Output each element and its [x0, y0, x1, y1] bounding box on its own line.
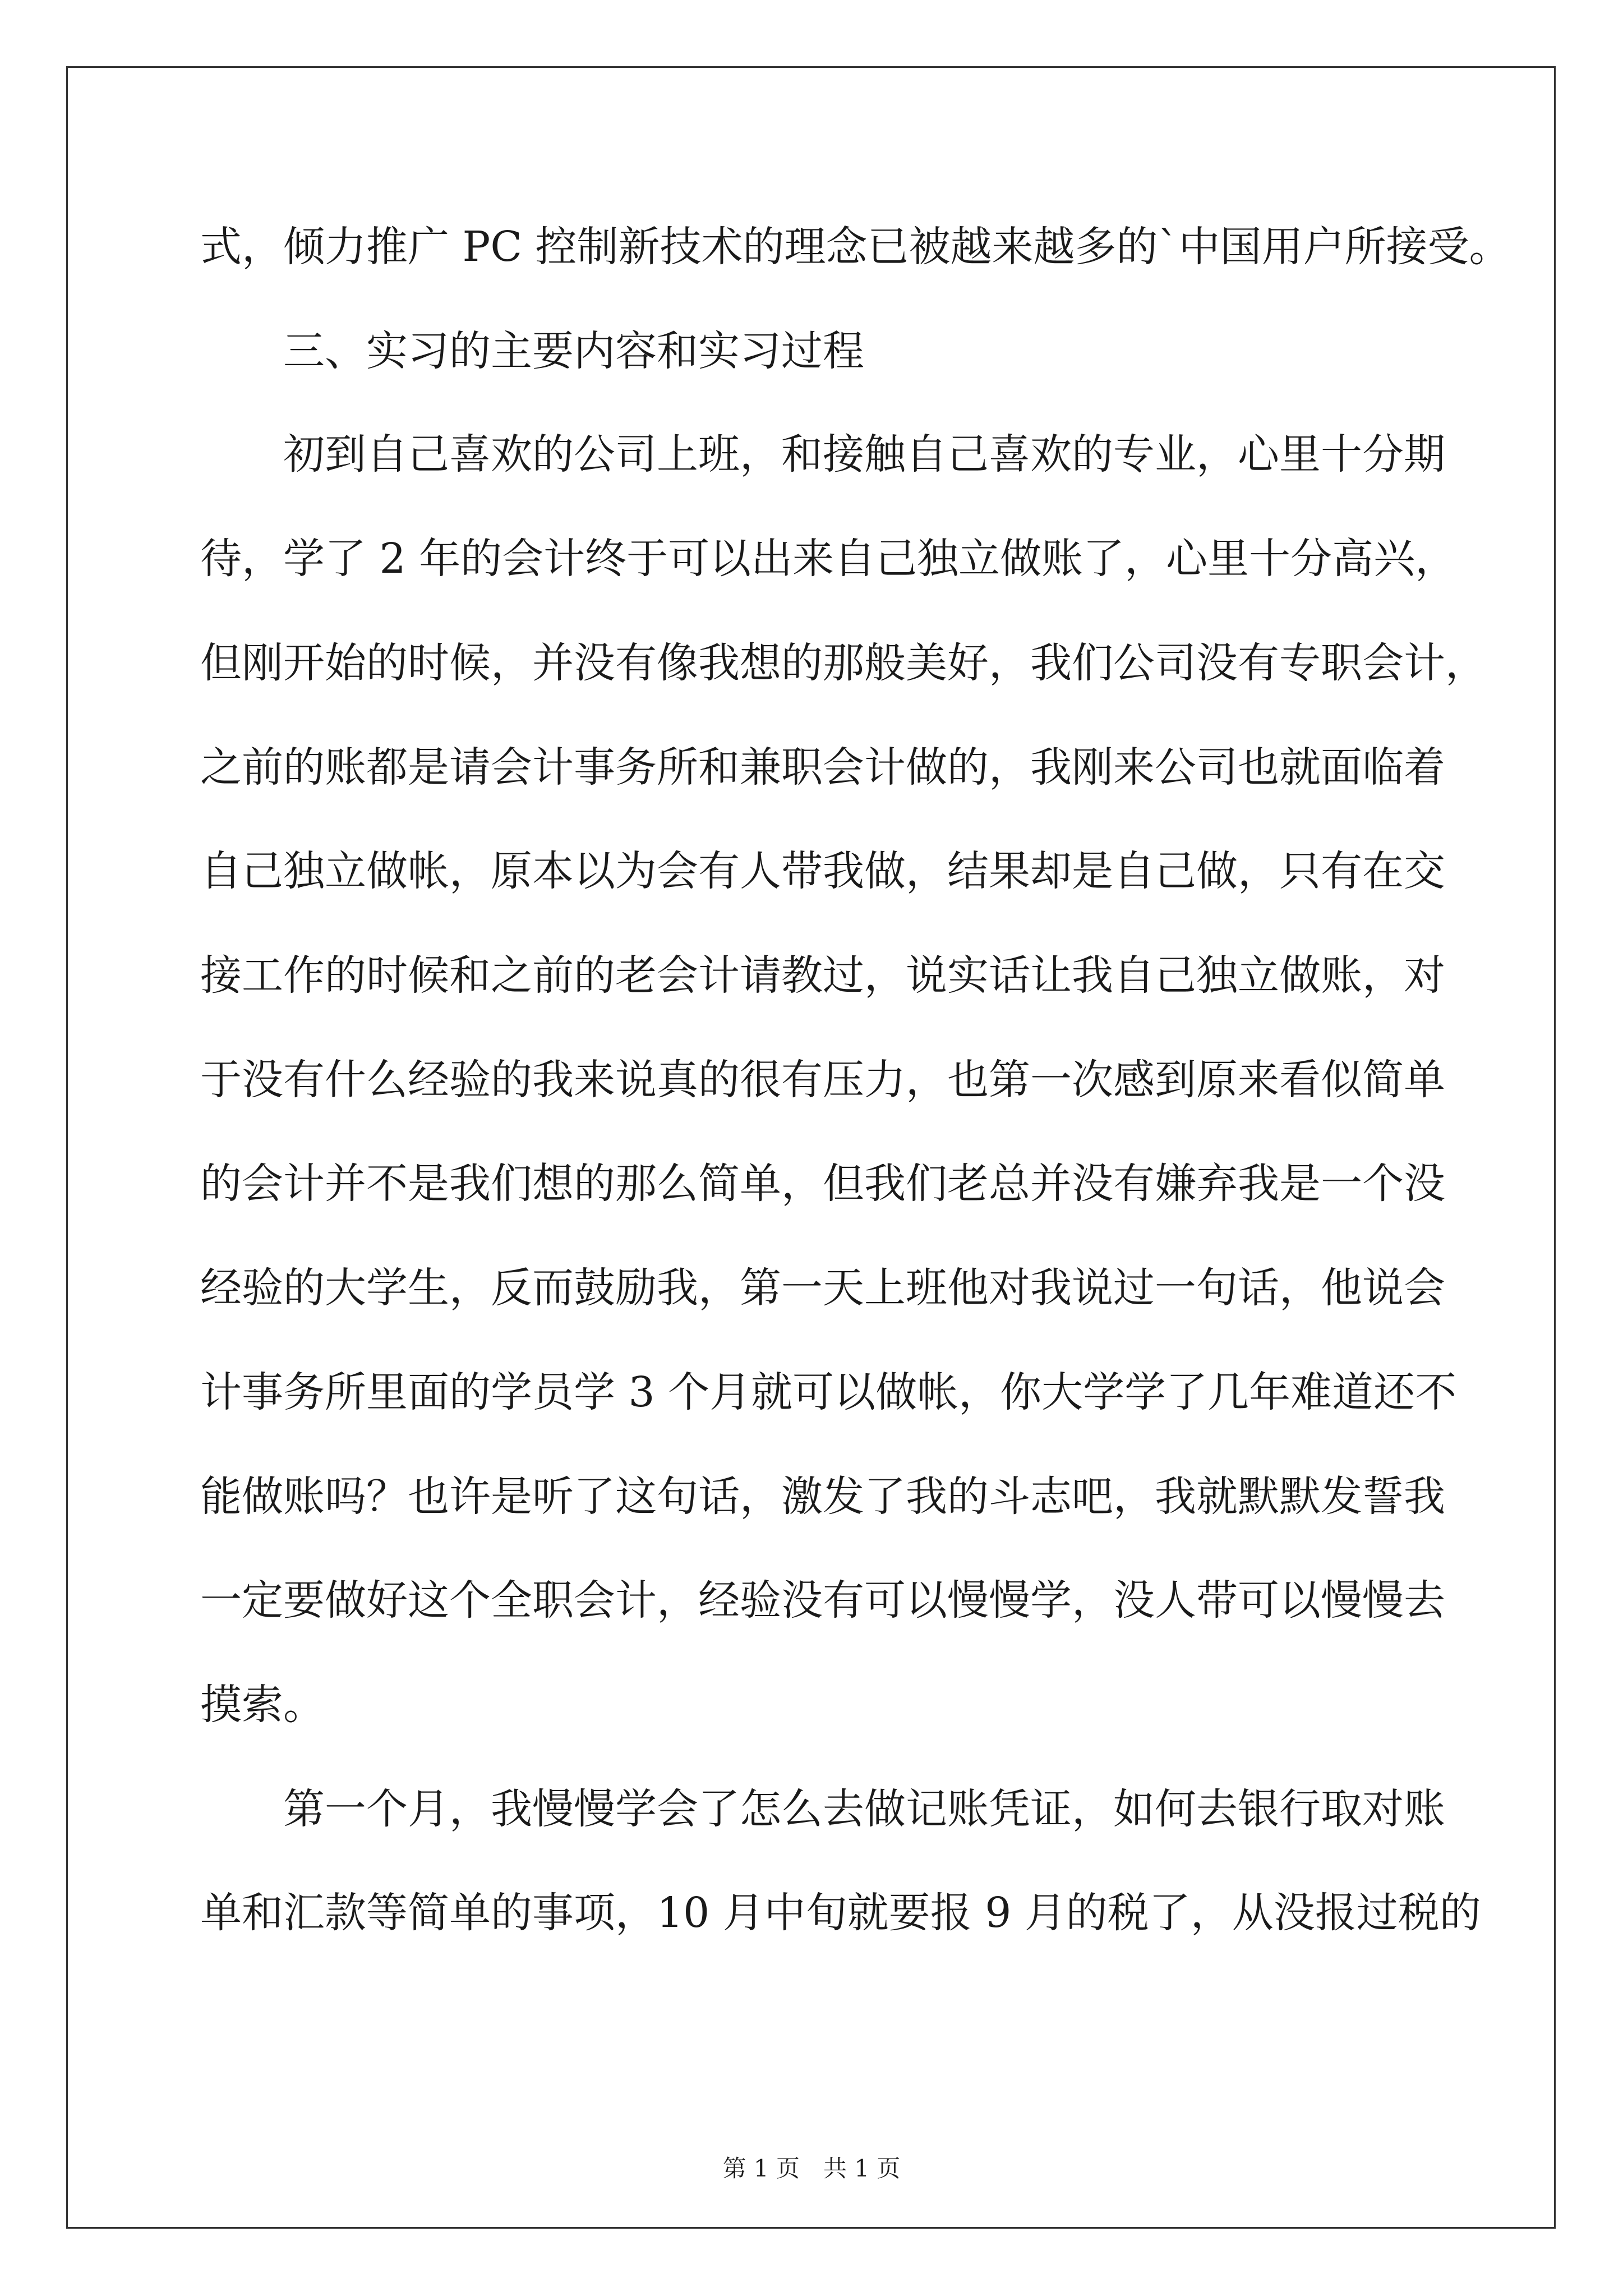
text-line: 待，学了 2 年的会计终于可以出来自己独立做账了，心里十分高兴，	[200, 535, 1457, 583]
text-line: 第一个月，我慢慢学会了怎么去做记账凭证，如何去银行取对账	[283, 1785, 1445, 1833]
text-line: 接工作的时候和之前的老会计请教过，说实话让我自己独立做账，对	[200, 951, 1445, 1000]
text-line: 之前的账都是请会计事务所和兼职会计做的，我刚来公司也就面临着	[200, 743, 1445, 792]
text-line: 的会计并不是我们想的那么简单，但我们老总并没有嫌弃我是一个没	[200, 1159, 1445, 1208]
text-line: 初到自己喜欢的公司上班，和接触自己喜欢的专业，心里十分期	[283, 430, 1445, 478]
section-heading: 三、实习的主要内容和实习过程	[283, 327, 864, 375]
text-line: 自己独立做帐，原本以为会有人带我做，结果却是自己做，只有在交	[200, 847, 1445, 895]
text-line: 但刚开始的时候，并没有像我想的那般美好，我们公司没有专职会计，	[200, 639, 1487, 687]
page-footer: 第 1 页 共 1 页	[722, 2155, 901, 2182]
text-line: 经验的大学生，反而鼓励我，第一天上班他对我说过一句话，他说会	[200, 1264, 1445, 1312]
text-line: 单和汇款等简单的事项，10 月中旬就要报 9 月的税了，从没报过税的	[200, 1889, 1481, 1937]
text-line: 一定要做好这个全职会计，经验没有可以慢慢学，没人带可以慢慢去	[200, 1576, 1445, 1625]
text-line: 能做账吗？也许是听了这句话，激发了我的斗志吧，我就默默发誓我	[200, 1473, 1445, 1521]
text-line: 计事务所里面的学员学 3 个月就可以做帐，你大学学了几年难道还不	[200, 1368, 1457, 1416]
text-line: 摸索。	[200, 1681, 325, 1729]
text-line: 式，倾力推广 PC 控制新技术的理念已被越来越多的`中国用户所接受。	[200, 223, 1511, 271]
text-line: 于没有什么经验的我来说真的很有压力，也第一次感到原来看似简单	[200, 1056, 1445, 1104]
